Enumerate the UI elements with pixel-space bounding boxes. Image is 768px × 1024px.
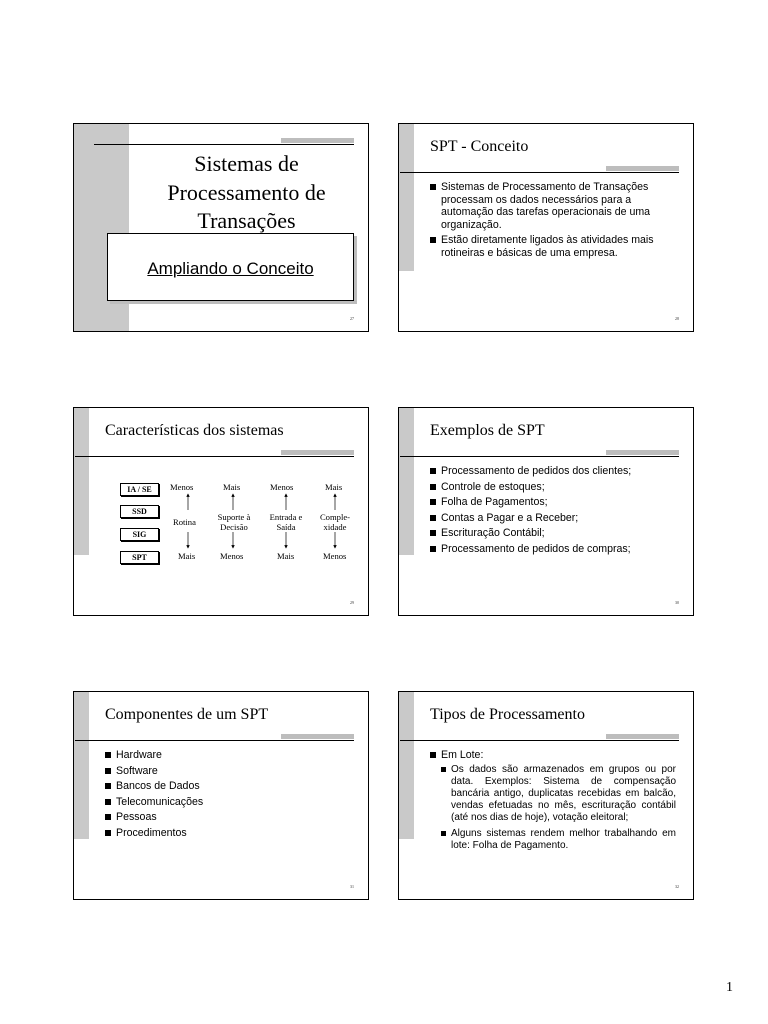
bullet-list bbox=[105, 749, 351, 843]
system-box-spt: SPT bbox=[120, 551, 159, 564]
bullet-item: Bancos de Dados bbox=[105, 780, 351, 793]
system-box-sig: SIG bbox=[120, 528, 159, 541]
slide-sidebar bbox=[399, 692, 414, 839]
sub-bullet-list bbox=[441, 764, 676, 852]
bullet-item: Telecomunicações bbox=[105, 796, 351, 809]
column-top-label: Mais bbox=[223, 482, 241, 492]
slide-28 bbox=[398, 123, 694, 332]
slide-number: 29 bbox=[350, 600, 354, 605]
slide-number: 31 bbox=[350, 884, 354, 889]
systems-diagram bbox=[74, 408, 368, 615]
bullet-item: Processamento de pedidos dos clientes; bbox=[430, 465, 676, 478]
slide-32 bbox=[398, 691, 694, 900]
column-top-label: Menos bbox=[170, 482, 194, 492]
slide-subtitle: Ampliando o Conceito bbox=[147, 259, 314, 278]
slide-title bbox=[139, 150, 354, 236]
slide-title: Componentes de um SPT bbox=[105, 706, 269, 723]
bullet-list bbox=[430, 181, 676, 263]
slide-title: Exemplos de SPT bbox=[430, 422, 545, 439]
accent-bar bbox=[606, 166, 679, 171]
slide-number: 28 bbox=[675, 316, 679, 321]
system-box-ssd: SSD bbox=[120, 505, 159, 518]
slide-sidebar bbox=[74, 692, 89, 839]
bullet-item: Controle de estoques; bbox=[430, 481, 676, 494]
bullet-item bbox=[430, 749, 676, 852]
slide-number: 30 bbox=[675, 600, 679, 605]
bullet-item: Sistemas de Processamento de Transações processam os dados necessários para a automação das tarefas operacionais de uma organização. bbox=[430, 181, 676, 231]
column-middle-label: Suporte à Decisão bbox=[217, 512, 251, 532]
column-bottom-label: Menos bbox=[220, 551, 244, 561]
divider bbox=[400, 456, 679, 457]
slide-29 bbox=[73, 407, 369, 616]
title-line: Sistemas de bbox=[194, 151, 299, 176]
bullet-item: Contas a Pagar e a Receber; bbox=[430, 512, 676, 525]
divider bbox=[400, 740, 679, 741]
slide-title: Características dos sistemas bbox=[105, 422, 284, 439]
sub-bullet-item: Os dados são armazenados em grupos ou por data. Exemplos: Sistema de compensação bancária antigo, duplicatas recebidas em balcão, vendas efetuadas no mês, escrituração contábil (até nos dias de hoje), votação eleitoral; bbox=[441, 764, 676, 825]
bullet-item: Escrituração Contábil; bbox=[430, 527, 676, 540]
column-bottom-label: Mais bbox=[178, 551, 196, 561]
column-middle-label: Entrada e Saída bbox=[269, 512, 303, 532]
slide-number: 32 bbox=[675, 884, 679, 889]
accent-bar bbox=[606, 450, 679, 455]
bullet-list bbox=[430, 465, 676, 559]
bullet-item: Processamento de pedidos de compras; bbox=[430, 543, 676, 556]
title-line: Processamento de bbox=[167, 179, 326, 205]
bullet-item: Software bbox=[105, 765, 351, 778]
slide-title: Tipos de Processamento bbox=[430, 706, 585, 723]
title-line: Transações bbox=[197, 208, 296, 233]
slide-27 bbox=[73, 123, 369, 332]
bullet-text: Em Lote: bbox=[441, 749, 484, 761]
slide-30 bbox=[398, 407, 694, 616]
column-top-label: Mais bbox=[325, 482, 343, 492]
subtitle-box bbox=[107, 233, 354, 301]
bullet-item: Estão diretamente ligados às atividades mais rotineiras e básicas de uma empresa. bbox=[430, 234, 676, 259]
column-middle-label: Comple- xidade bbox=[319, 512, 351, 532]
system-box-ia-se: IA / SE bbox=[120, 483, 159, 496]
column-middle-label: Rotina bbox=[173, 517, 196, 527]
column-bottom-label: Menos bbox=[323, 551, 347, 561]
bullet-list bbox=[430, 749, 676, 855]
slide-sidebar bbox=[399, 124, 414, 271]
slide-title: SPT - Conceito bbox=[430, 138, 529, 155]
column-bottom-label: Mais bbox=[277, 551, 295, 561]
accent-bar bbox=[281, 138, 354, 143]
bullet-item: Hardware bbox=[105, 749, 351, 762]
divider bbox=[94, 144, 354, 145]
slide-31 bbox=[73, 691, 369, 900]
slide-number: 27 bbox=[350, 316, 354, 321]
divider bbox=[75, 740, 354, 741]
accent-bar bbox=[606, 734, 679, 739]
sub-bullet-item: Alguns sistemas rendem melhor trabalhando em lote: Folha de Pagamento. bbox=[441, 828, 676, 852]
bullet-item: Folha de Pagamentos; bbox=[430, 496, 676, 509]
column-top-label: Menos bbox=[270, 482, 294, 492]
slide-sidebar bbox=[399, 408, 414, 555]
bullet-item: Pessoas bbox=[105, 811, 351, 824]
accent-bar bbox=[281, 734, 354, 739]
divider bbox=[400, 172, 679, 173]
page-number: 1 bbox=[726, 980, 733, 995]
bullet-item: Procedimentos bbox=[105, 827, 351, 840]
